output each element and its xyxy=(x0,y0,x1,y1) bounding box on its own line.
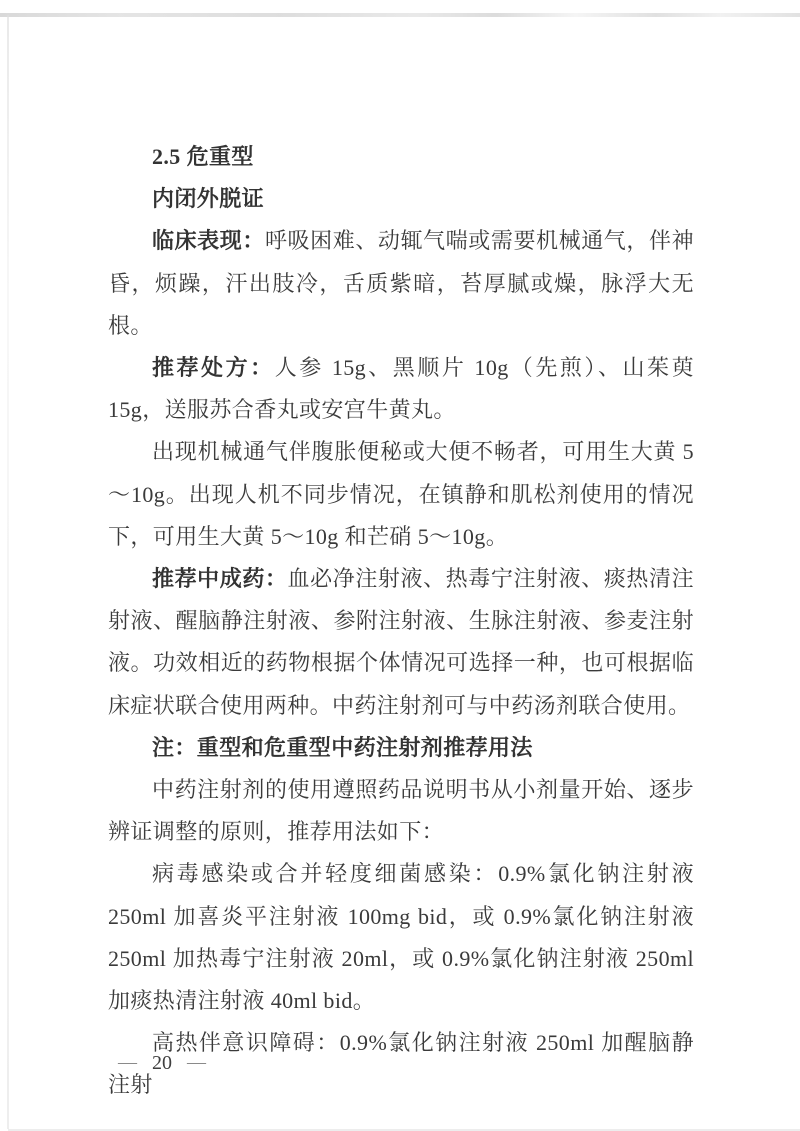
recommended-patent-medicine-text: 血必净注射液、热毒宁注射液、痰热清注射液、醒脑静注射液、参附注射液、生脉注射液、参麦注射液。功效相近的药物根据个体情况可选择一种，也可根据临床症状联合使用两种。中药注射剂可与中药汤剂联合使用。 xyxy=(108,566,694,718)
mechanical-ventilation-paragraph xyxy=(108,431,694,558)
footer-left-dash: — xyxy=(118,1051,137,1073)
document-body xyxy=(108,136,694,1107)
viral-infection-dosage-paragraph xyxy=(108,853,694,1022)
recommended-patent-medicine-label: 推荐中成药： xyxy=(152,566,288,592)
clinical-manifestations-paragraph xyxy=(108,220,694,347)
scan-edge-top xyxy=(0,13,800,17)
syndrome-heading: 内闭外脱证 xyxy=(152,186,265,212)
page-footer xyxy=(118,1052,206,1075)
viral-infection-dosage-text: 病毒感染或合并轻度细菌感染：0.9%氯化钠注射液 250ml 加喜炎平注射液 100mg bid，或 0.9%氯化钠注射液 250ml 加热毒宁注射液 20ml，或 0.9%氯化钠注射液 250ml 加痰热清注射液 40ml bid。 xyxy=(108,861,694,1014)
clinical-manifestations-label: 临床表现： xyxy=(152,228,265,254)
clinical-manifestations-text: 呼吸困难、动辄气喘或需要机械通气，伴神昏，烦躁，汗出肢冷，舌质紫暗，苔厚腻或燥，脉浮大无根。 xyxy=(108,228,694,338)
recommended-patent-medicine-paragraph xyxy=(108,558,694,727)
footer-right-dash: — xyxy=(187,1051,206,1073)
recommended-prescription-label: 推荐处方： xyxy=(152,355,275,381)
recommended-prescription-paragraph xyxy=(108,347,694,431)
mechanical-ventilation-text: 出现机械通气伴腹胀便秘或大便不畅者，可用生大黄 5～10g。出现人机不同步情况，在镇静和肌松剂使用的情况下，可用生大黄 5～10g 和芒硝 5～10g。 xyxy=(108,439,694,549)
section-heading: 2.5 危重型 xyxy=(152,144,254,169)
note-heading: 注：重型和危重型中药注射剂推荐用法 xyxy=(152,734,533,760)
page-number: 20 xyxy=(152,1052,172,1074)
injection-usage-principle-text: 中药注射剂的使用遵照药品说明书从小剂量开始、逐步辨证调整的原则，推荐用法如下： xyxy=(108,777,694,845)
high-fever-dosage-text: 高热伴意识障碍：0.9%氯化钠注射液 250ml 加醒脑静注射 xyxy=(108,1030,694,1098)
scan-edge-left xyxy=(7,15,9,1129)
injection-usage-principle-paragraph xyxy=(108,769,694,853)
recommended-prescription-text: 人参 15g、黑顺片 10g（先煎）、山茱萸 15g，送服苏合香丸或安宫牛黄丸。 xyxy=(108,355,694,423)
